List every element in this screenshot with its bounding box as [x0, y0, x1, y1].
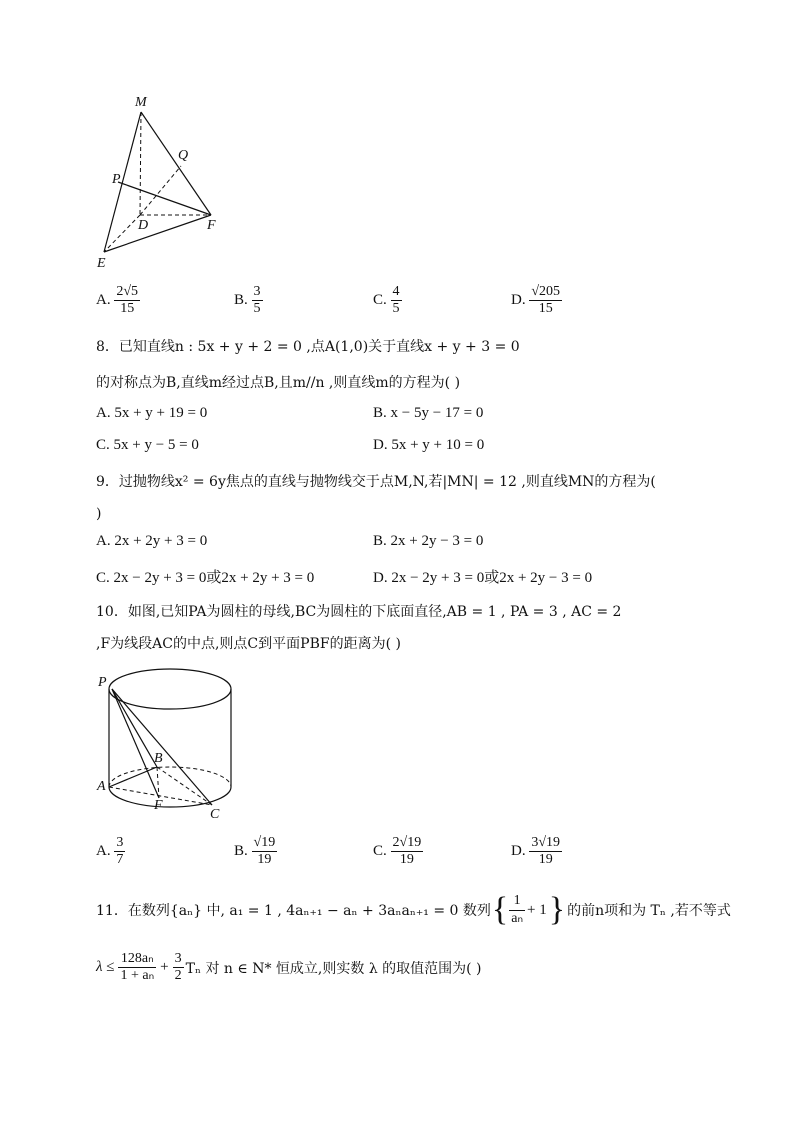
q8-stem-line2: 的对称点为B,直线m经过点B,且m//n ,则直线m的方程为( ) [96, 375, 461, 391]
q7-option-c[interactable]: C. $\frac{4}{5}$ [373, 284, 400, 317]
q7-option-a[interactable]: A. $\frac{2√5}{15}$ [96, 284, 139, 317]
label-D: D [138, 218, 149, 233]
q7-option-d[interactable]: D. $\frac{√205}{15}$ [511, 284, 561, 317]
q9-stem-line2: ) [96, 506, 102, 522]
q11-stem-line1: 11．在数列{aₙ} 中, a₁ = 1 , 4aₙ₊₁ − aₙ + 3aₙaₙ₊₁ = 0 数列 { $\frac{1}{\text{aₙ}}$ + 1 } 的前n项和为 Tₙ ,若不等式 [96, 891, 731, 928]
bottom-front-arc [109, 787, 231, 807]
q9-stem-line1: 9．过抛物线x² = 6y焦点的直线与抛物线交于点M,N,若|MN| = 12 ,则直线MN的方程为( [96, 474, 656, 490]
q7-option-b[interactable]: B. $\frac{3}{5}$ [234, 284, 261, 317]
q10-option-d[interactable]: D. $\frac{3√19}{19}$ [511, 835, 561, 868]
label-M: M [135, 95, 147, 110]
right-brace: } [548, 891, 566, 928]
q9-option-b[interactable]: B. 2x + 2y − 3 = 0 [373, 533, 484, 549]
label-B: B [154, 751, 163, 766]
top-ellipse [109, 669, 231, 709]
label-P: P [98, 675, 107, 690]
q9-option-a[interactable]: A. 2x + 2y + 3 = 0 [96, 533, 208, 549]
label-E: E [97, 256, 106, 271]
label-F: F [207, 218, 216, 233]
q11-stem-line2: λ ≤ $\frac{\text{128aₙ}}{\text{1 + aₙ}}$ + $\frac{3}{2}$ Tₙ 对 n ∈ N* 恒成立,则实数 λ 的取值范围为( ) [96, 951, 482, 984]
q10-stem-line1: 10．如图,已知PA为圆柱的母线,BC为圆柱的下底面直径,AB = 1 , PA = 3 , AC = 2 [96, 604, 622, 620]
label-P: P [112, 172, 121, 187]
q8-stem-line1: 8．已知直线n : 5x + y + 2 = 0 ,点A(1,0)关于直线x + y + 3 = 0 [96, 339, 520, 355]
left-brace: { [491, 891, 509, 928]
q8-option-c[interactable]: C. 5x + y − 5 = 0 [96, 437, 199, 453]
q8-option-a[interactable]: A. 5x + y + 19 = 0 [96, 405, 208, 421]
bottom-back-arc [109, 767, 231, 787]
label-A: A [97, 779, 106, 794]
label-C: C [210, 807, 220, 822]
label-F: F [154, 798, 163, 813]
q9-option-c[interactable]: C. 2x − 2y + 3 = 0或2x + 2y + 3 = 0 [96, 570, 315, 586]
q10-stem-line2: ,F为线段AC的中点,则点C到平面PBF的距离为( ) [96, 636, 401, 652]
q8-option-b[interactable]: B. x − 5y − 17 = 0 [373, 405, 484, 421]
edge-PB [112, 689, 157, 767]
q10-option-c[interactable]: C. $\frac{2√19}{19}$ [373, 835, 422, 868]
q10-option-b[interactable]: B. $\frac{√19}{19}$ [234, 835, 276, 868]
q10-option-a[interactable]: A. $\frac{3}{7}$ [96, 835, 124, 868]
q9-option-d[interactable]: D. 2x − 2y + 3 = 0或2x + 2y − 3 = 0 [373, 570, 593, 586]
label-Q: Q [178, 148, 189, 163]
q8-option-d[interactable]: D. 5x + y + 10 = 0 [373, 437, 485, 453]
